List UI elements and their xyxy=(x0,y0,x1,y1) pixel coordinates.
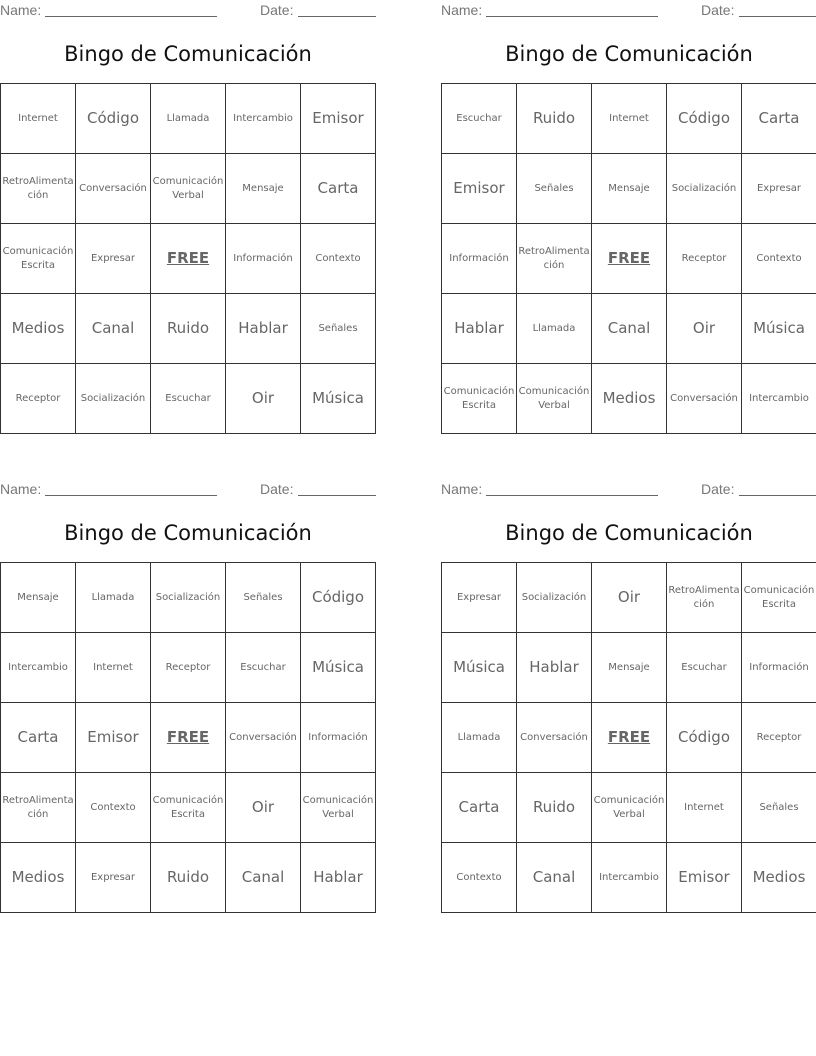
bingo-cell[interactable]: Carta xyxy=(742,84,816,154)
bingo-cell[interactable]: Emisor xyxy=(442,154,517,224)
bingo-cell[interactable]: RetroAlimentación xyxy=(1,773,76,843)
bingo-cell[interactable]: Carta xyxy=(442,773,517,843)
grid-row xyxy=(1,703,376,773)
bingo-cell[interactable]: Señales xyxy=(742,773,816,843)
bingo-cell[interactable]: Música xyxy=(301,633,376,703)
bingo-cell[interactable]: Intercambio xyxy=(1,633,76,703)
card-header xyxy=(441,0,816,22)
bingo-grid xyxy=(0,83,376,434)
grid-row xyxy=(1,294,376,364)
bingo-cell[interactable]: Contexto xyxy=(301,224,376,294)
bingo-cell[interactable]: Expresar xyxy=(76,843,151,913)
card-title: Bingo de Comunicación xyxy=(505,521,753,545)
bingo-cell[interactable]: Internet xyxy=(1,84,76,154)
grid-row xyxy=(1,364,376,434)
name-field-line[interactable] xyxy=(486,16,658,17)
bingo-card-4 xyxy=(441,479,816,887)
bingo-cell[interactable]: Socialización xyxy=(517,563,592,633)
card-header xyxy=(441,479,816,501)
bingo-cell[interactable]: Contexto xyxy=(76,773,151,843)
bingo-cell[interactable]: Receptor xyxy=(151,633,226,703)
bingo-cell[interactable]: Comunicación Verbal xyxy=(151,154,226,224)
date-field-line[interactable] xyxy=(739,16,816,17)
bingo-cell[interactable]: Socialización xyxy=(151,563,226,633)
bingo-cell[interactable]: FREE xyxy=(151,703,226,773)
bingo-cell[interactable]: Mensaje xyxy=(592,154,667,224)
bingo-cell[interactable]: Música xyxy=(442,633,517,703)
bingo-cell[interactable]: RetroAlimentación xyxy=(517,224,592,294)
bingo-cell[interactable]: Contexto xyxy=(742,224,816,294)
bingo-cell[interactable]: Señales xyxy=(226,563,301,633)
bingo-cell[interactable]: Expresar xyxy=(442,563,517,633)
bingo-cell[interactable]: Escuchar xyxy=(442,84,517,154)
grid-row xyxy=(442,563,816,633)
bingo-cell[interactable]: Mensaje xyxy=(226,154,301,224)
card-title: Bingo de Comunicación xyxy=(505,42,753,66)
bingo-cell[interactable]: Código xyxy=(667,84,742,154)
bingo-cell[interactable]: Comunicación Verbal xyxy=(301,773,376,843)
grid-row xyxy=(442,84,816,154)
bingo-cell[interactable]: Internet xyxy=(667,773,742,843)
grid-row xyxy=(442,843,816,913)
bingo-cell[interactable]: Llamada xyxy=(76,563,151,633)
bingo-cell[interactable]: Música xyxy=(301,364,376,434)
bingo-cell[interactable]: Socialización xyxy=(667,154,742,224)
name-label: Name: xyxy=(0,481,42,497)
bingo-cell[interactable]: Llamada xyxy=(151,84,226,154)
bingo-cell[interactable]: Oir xyxy=(592,563,667,633)
bingo-card-1 xyxy=(0,0,376,408)
bingo-cell[interactable]: Ruido xyxy=(517,773,592,843)
grid-row xyxy=(1,154,376,224)
card-header xyxy=(0,0,376,22)
bingo-cell[interactable]: Conversación xyxy=(517,703,592,773)
bingo-cell[interactable]: Emisor xyxy=(667,843,742,913)
bingo-cell[interactable]: Ruido xyxy=(151,294,226,364)
name-field-line[interactable] xyxy=(45,495,217,496)
bingo-cell[interactable]: Canal xyxy=(76,294,151,364)
grid-row xyxy=(442,773,816,843)
bingo-cell[interactable]: Conversación xyxy=(226,703,301,773)
bingo-cell[interactable]: RetroAlimentación xyxy=(1,154,76,224)
bingo-cell[interactable]: Escuchar xyxy=(667,633,742,703)
bingo-cell[interactable]: Código xyxy=(667,703,742,773)
bingo-cell[interactable]: Carta xyxy=(1,703,76,773)
name-field-line[interactable] xyxy=(486,495,658,496)
bingo-cell[interactable]: Emisor xyxy=(76,703,151,773)
bingo-cell[interactable]: Señales xyxy=(517,154,592,224)
bingo-cell[interactable]: Música xyxy=(742,294,816,364)
bingo-cell[interactable]: Conversación xyxy=(76,154,151,224)
bingo-cell[interactable]: Intercambio xyxy=(226,84,301,154)
bingo-cell[interactable]: Hablar xyxy=(226,294,301,364)
bingo-cell[interactable]: Expresar xyxy=(742,154,816,224)
card-header xyxy=(0,479,376,501)
grid-row xyxy=(442,224,816,294)
grid-row xyxy=(1,633,376,703)
name-label: Name: xyxy=(441,481,483,497)
bingo-cell[interactable]: Internet xyxy=(76,633,151,703)
bingo-cell[interactable]: Oir xyxy=(226,773,301,843)
bingo-cell[interactable]: Canal xyxy=(592,294,667,364)
bingo-cell[interactable]: Comunicación Escrita xyxy=(151,773,226,843)
bingo-cell[interactable]: Hablar xyxy=(301,843,376,913)
card-title: Bingo de Comunicación xyxy=(64,42,312,66)
bingo-cell[interactable]: FREE xyxy=(592,224,667,294)
bingo-cell[interactable]: Contexto xyxy=(442,843,517,913)
name-field-line[interactable] xyxy=(45,16,217,17)
bingo-cell[interactable]: Oir xyxy=(226,364,301,434)
bingo-cell[interactable]: Ruido xyxy=(517,84,592,154)
bingo-cell[interactable]: Emisor xyxy=(301,84,376,154)
bingo-cell[interactable]: Comunicación Escrita xyxy=(742,563,816,633)
bingo-grid xyxy=(441,83,816,434)
grid-row xyxy=(442,294,816,364)
date-field-line[interactable] xyxy=(298,495,376,496)
bingo-cell[interactable]: Oir xyxy=(667,294,742,364)
bingo-cell[interactable]: Mensaje xyxy=(592,633,667,703)
bingo-cell[interactable]: Expresar xyxy=(76,224,151,294)
bingo-cell[interactable]: Conversación xyxy=(667,364,742,434)
bingo-cell[interactable]: FREE xyxy=(151,224,226,294)
bingo-cell[interactable]: Comunicación Escrita xyxy=(442,364,517,434)
card-title: Bingo de Comunicación xyxy=(64,521,312,545)
bingo-cell[interactable]: Llamada xyxy=(517,294,592,364)
name-label: Name: xyxy=(0,2,42,18)
bingo-cell[interactable]: Canal xyxy=(226,843,301,913)
bingo-cell[interactable]: Medios xyxy=(592,364,667,434)
bingo-cell[interactable]: Intercambio xyxy=(592,843,667,913)
date-label: Date: xyxy=(701,481,735,497)
bingo-cell[interactable]: Llamada xyxy=(442,703,517,773)
bingo-cell[interactable]: Carta xyxy=(301,154,376,224)
bingo-cell[interactable]: Comunicación Verbal xyxy=(517,364,592,434)
bingo-cell[interactable]: Socialización xyxy=(76,364,151,434)
bingo-cell[interactable]: Receptor xyxy=(667,224,742,294)
grid-row xyxy=(1,224,376,294)
date-field-line[interactable] xyxy=(739,495,816,496)
bingo-cell[interactable]: Información xyxy=(301,703,376,773)
bingo-cell[interactable]: Receptor xyxy=(1,364,76,434)
bingo-cell[interactable]: Hablar xyxy=(517,633,592,703)
bingo-card-3 xyxy=(0,479,376,887)
bingo-cell[interactable]: Escuchar xyxy=(226,633,301,703)
date-label: Date: xyxy=(260,481,294,497)
bingo-card-2 xyxy=(441,0,816,411)
bingo-cell[interactable]: Código xyxy=(76,84,151,154)
bingo-cell[interactable]: Comunicación Verbal xyxy=(592,773,667,843)
grid-row xyxy=(1,563,376,633)
bingo-grid xyxy=(0,562,376,913)
bingo-cell[interactable]: Comunicación Escrita xyxy=(1,224,76,294)
bingo-cell[interactable]: Internet xyxy=(592,84,667,154)
bingo-cell[interactable]: Mensaje xyxy=(1,563,76,633)
bingo-cell[interactable]: Medios xyxy=(742,843,816,913)
bingo-cell[interactable]: Información xyxy=(742,633,816,703)
grid-row xyxy=(442,364,816,434)
bingo-cell[interactable]: Hablar xyxy=(442,294,517,364)
grid-row xyxy=(442,154,816,224)
bingo-cell[interactable]: Señales xyxy=(301,294,376,364)
name-label: Name: xyxy=(441,2,483,18)
grid-row xyxy=(1,843,376,913)
grid-row xyxy=(442,703,816,773)
date-label: Date: xyxy=(260,2,294,18)
grid-row xyxy=(442,633,816,703)
date-field-line[interactable] xyxy=(298,16,376,17)
bingo-cell[interactable]: RetroAlimentación xyxy=(667,563,742,633)
bingo-cell[interactable]: Canal xyxy=(517,843,592,913)
date-label: Date: xyxy=(701,2,735,18)
bingo-cell[interactable]: FREE xyxy=(592,703,667,773)
bingo-cell[interactable]: Información xyxy=(442,224,517,294)
bingo-grid xyxy=(441,562,816,913)
bingo-cell[interactable]: Intercambio xyxy=(742,364,816,434)
bingo-cell[interactable]: Ruido xyxy=(151,843,226,913)
bingo-cell[interactable]: Información xyxy=(226,224,301,294)
bingo-cell[interactable]: Código xyxy=(301,563,376,633)
bingo-cell[interactable]: Medios xyxy=(1,843,76,913)
bingo-cell[interactable]: Medios xyxy=(1,294,76,364)
grid-row xyxy=(1,84,376,154)
bingo-cell[interactable]: Escuchar xyxy=(151,364,226,434)
bingo-cell[interactable]: Receptor xyxy=(742,703,816,773)
grid-row xyxy=(1,773,376,843)
